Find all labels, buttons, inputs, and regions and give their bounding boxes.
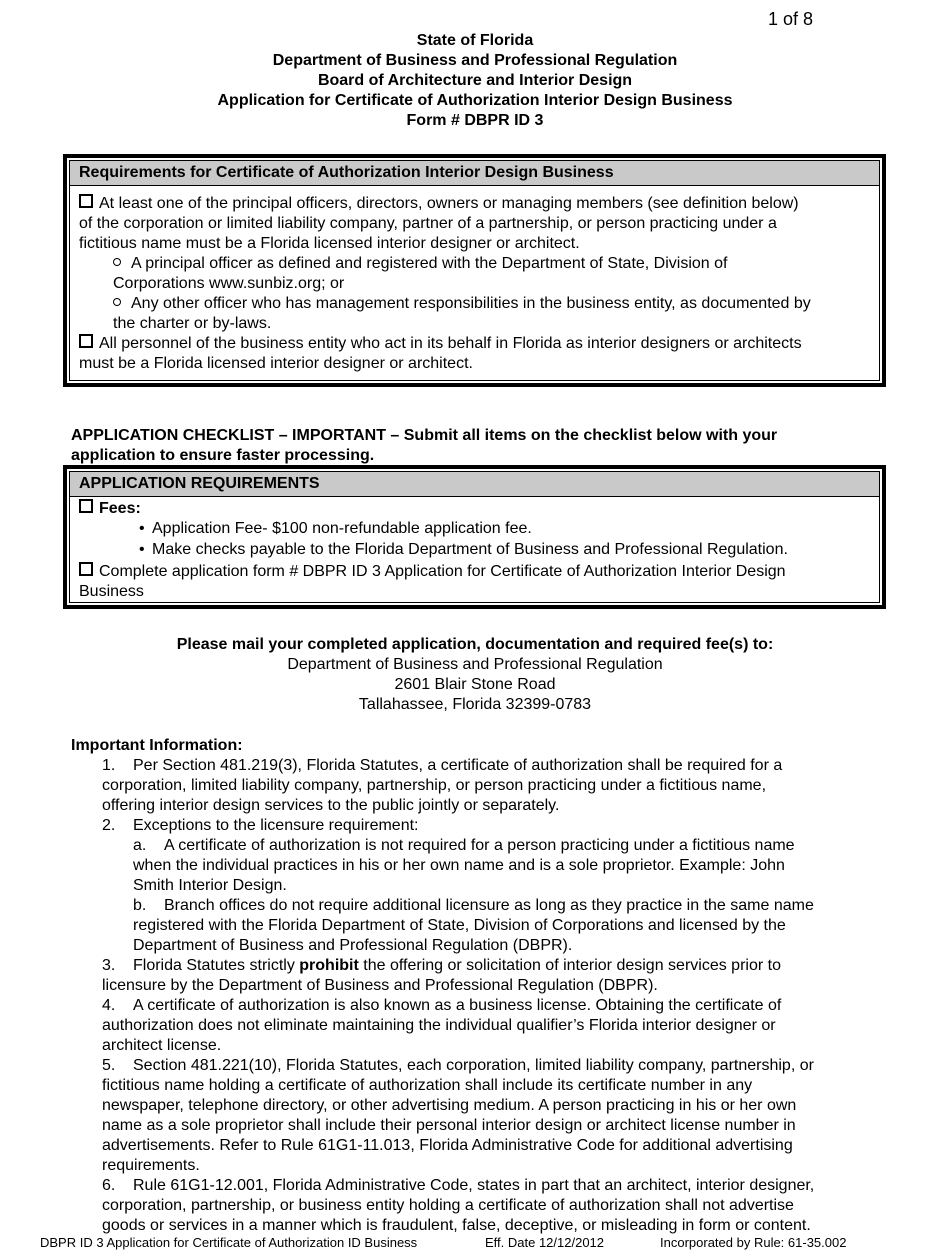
info-text: the offering or solicitation of interior design services prior to — [358, 957, 781, 974]
requirement-text: At least one of the principal officers, directors, owners or managing members (see definition below) — [99, 195, 799, 212]
info-text: when the individual practices in his or her own name and is a sole proprietor. Example: John — [133, 857, 785, 874]
info-text: requirements. — [102, 1157, 200, 1174]
info-item-5 — [102, 1056, 882, 1176]
fee-bullet — [79, 519, 871, 539]
fees-label: Fees: — [99, 500, 141, 517]
sub-item-text: A principal officer as defined and registered with the Department of State, Division of — [131, 255, 728, 272]
footer-rule: Incorporated by Rule: 61-35.002 — [660, 1235, 847, 1250]
page-number: 1 of 8 — [768, 9, 814, 29]
checkbox-icon[interactable] — [79, 334, 93, 348]
mail-line: 2601 Blair Stone Road — [394, 676, 556, 693]
info-item-2b — [102, 896, 882, 956]
footer-form-name: DBPR ID 3 Application for Certificate of Authorization ID Business — [40, 1235, 418, 1250]
info-text: Section 481.221(10), Florida Statutes, each corporation, limited liability company, partnership, or — [133, 1057, 814, 1074]
info-text: architect license. — [102, 1037, 222, 1054]
requirements-box — [63, 154, 886, 387]
mailing-address — [0, 635, 950, 715]
bullet-icon: • — [139, 541, 145, 558]
checklist-intro-line: application to ensure faster processing. — [71, 447, 375, 464]
item-number: 6. — [102, 1177, 116, 1194]
info-text: name as a sole proprietor shall include their personal interior design or architect license number in — [102, 1117, 796, 1134]
info-text: A certificate of authorization is also known as a business license. Obtaining the certificate of — [133, 997, 782, 1014]
info-emphasis: prohibit — [299, 957, 359, 974]
mail-line: Tallahassee, Florida 32399-0783 — [358, 696, 592, 713]
info-text: Department of Business and Professional Regulation (DBPR). — [133, 937, 573, 954]
application-requirements-title: APPLICATION REQUIREMENTS — [70, 472, 879, 497]
form-item — [79, 562, 871, 602]
item-letter: b. — [133, 897, 147, 914]
item-number: 2. — [102, 817, 116, 834]
info-item-6 — [102, 1176, 882, 1236]
circle-bullet-icon — [113, 258, 121, 266]
mail-title: Please mail your completed application, documentation and required fee(s) to: — [176, 636, 774, 653]
fee-text: Application Fee- $100 non-refundable application fee. — [152, 520, 532, 537]
requirement-item-personnel — [79, 334, 871, 374]
info-item-4 — [102, 996, 882, 1056]
item-number: 3. — [102, 957, 116, 974]
mail-line: Department of Business and Professional Regulation — [287, 656, 663, 673]
checklist-intro — [71, 426, 871, 466]
checkbox-icon[interactable] — [79, 562, 93, 576]
item-number: 5. — [102, 1057, 116, 1074]
footer-effective-date: Eff. Date 12/12/2012 — [485, 1235, 605, 1250]
important-info-list — [102, 756, 882, 1236]
checkbox-icon[interactable] — [79, 499, 93, 513]
sub-item-other-officer — [79, 294, 871, 334]
sub-item-text: the charter or by-laws. — [113, 315, 272, 332]
bullet-icon: • — [139, 520, 145, 537]
fee-text: Make checks payable to the Florida Department of Business and Professional Regulation. — [152, 541, 788, 558]
header-board: Board of Architecture and Interior Design — [317, 72, 633, 89]
info-text: offering interior design services to the public jointly or separately. — [102, 797, 560, 814]
info-text: Smith Interior Design. — [133, 877, 287, 894]
fee-bullet — [79, 540, 871, 560]
info-text: A certificate of authorization is not required for a person practicing under a fictitious name — [164, 837, 795, 854]
info-text: goods or services in a manner which is fraudulent, false, deceptive, or misleading in form or content. — [102, 1217, 811, 1234]
info-text: Florida Statutes strictly — [133, 957, 300, 974]
application-requirements-box — [63, 465, 886, 609]
info-item-1 — [102, 756, 882, 816]
info-text: authorization does not eliminate maintaining the individual qualifier’s Florida interior designer or — [102, 1017, 776, 1034]
info-text: fictitious name holding a certificate of authorization shall include its certificate number in any — [102, 1077, 753, 1094]
header-application-title: Application for Certificate of Authorization Interior Design Business — [217, 92, 733, 109]
info-item-3 — [102, 956, 882, 996]
info-text: corporation, limited liability company, partnership, or person practicing under a fictitious name, — [102, 777, 767, 794]
header-department: Department of Business and Professional Regulation — [272, 52, 678, 69]
requirement-text: All personnel of the business entity who act in its behalf in Florida as interior designers or architects — [99, 335, 802, 352]
info-item-2 — [102, 816, 882, 956]
circle-bullet-icon — [113, 298, 121, 306]
fees-item — [79, 499, 871, 519]
header-form-number: Form # DBPR ID 3 — [406, 112, 544, 129]
info-text: corporation, partnership, or business entity holding a certificate of authorization shall not advertise — [102, 1197, 794, 1214]
info-text: Rule 61G1-12.001, Florida Administrative Code, states in part that an architect, interior designer, — [133, 1177, 815, 1194]
requirements-title: Requirements for Certificate of Authorization Interior Design Business — [70, 161, 879, 186]
info-text: Per Section 481.219(3), Florida Statutes, a certificate of authorization shall be required for a — [133, 757, 783, 774]
item-number: 4. — [102, 997, 116, 1014]
requirement-text: fictitious name must be a Florida licensed interior designer or architect. — [79, 235, 580, 252]
sub-item-text: Corporations www.sunbiz.org; or — [113, 275, 345, 292]
item-number: 1. — [102, 757, 116, 774]
info-text: Branch offices do not require additional licensure as long as they practice in the same name — [164, 897, 814, 914]
info-text: licensure by the Department of Business and Professional Regulation (DBPR). — [102, 977, 658, 994]
checkbox-icon[interactable] — [79, 194, 93, 208]
requirement-item-officer — [79, 194, 871, 254]
document-header — [0, 31, 950, 131]
form-text: Complete application form # DBPR ID 3 Application for Certificate of Authorization Interior Design — [99, 563, 786, 580]
form-text: Business — [79, 583, 144, 600]
info-item-2a — [102, 836, 882, 896]
header-state: State of Florida — [416, 32, 534, 49]
info-text: newspaper, telephone directory, or other advertising medium. A person practicing in his or her own — [102, 1097, 797, 1114]
important-info-title: Important Information: — [71, 737, 243, 754]
info-text: Exceptions to the licensure requirement: — [133, 817, 419, 834]
sub-item-text: Any other officer who has management responsibilities in the business entity, as documented by — [131, 295, 811, 312]
requirement-text: of the corporation or limited liability company, partner of a partnership, or person practicing under a — [79, 215, 777, 232]
info-text: registered with the Florida Department of State, Division of Corporations and licensed by the — [133, 917, 786, 934]
info-text: advertisements. Refer to Rule 61G1-11.013, Florida Administrative Code for additional advertising — [102, 1137, 793, 1154]
item-letter: a. — [133, 837, 147, 854]
sub-item-principal-officer — [79, 254, 871, 294]
checklist-intro-line: APPLICATION CHECKLIST – IMPORTANT – Submit all items on the checklist below with your — [71, 427, 778, 444]
requirement-text: must be a Florida licensed interior designer or architect. — [79, 355, 473, 372]
